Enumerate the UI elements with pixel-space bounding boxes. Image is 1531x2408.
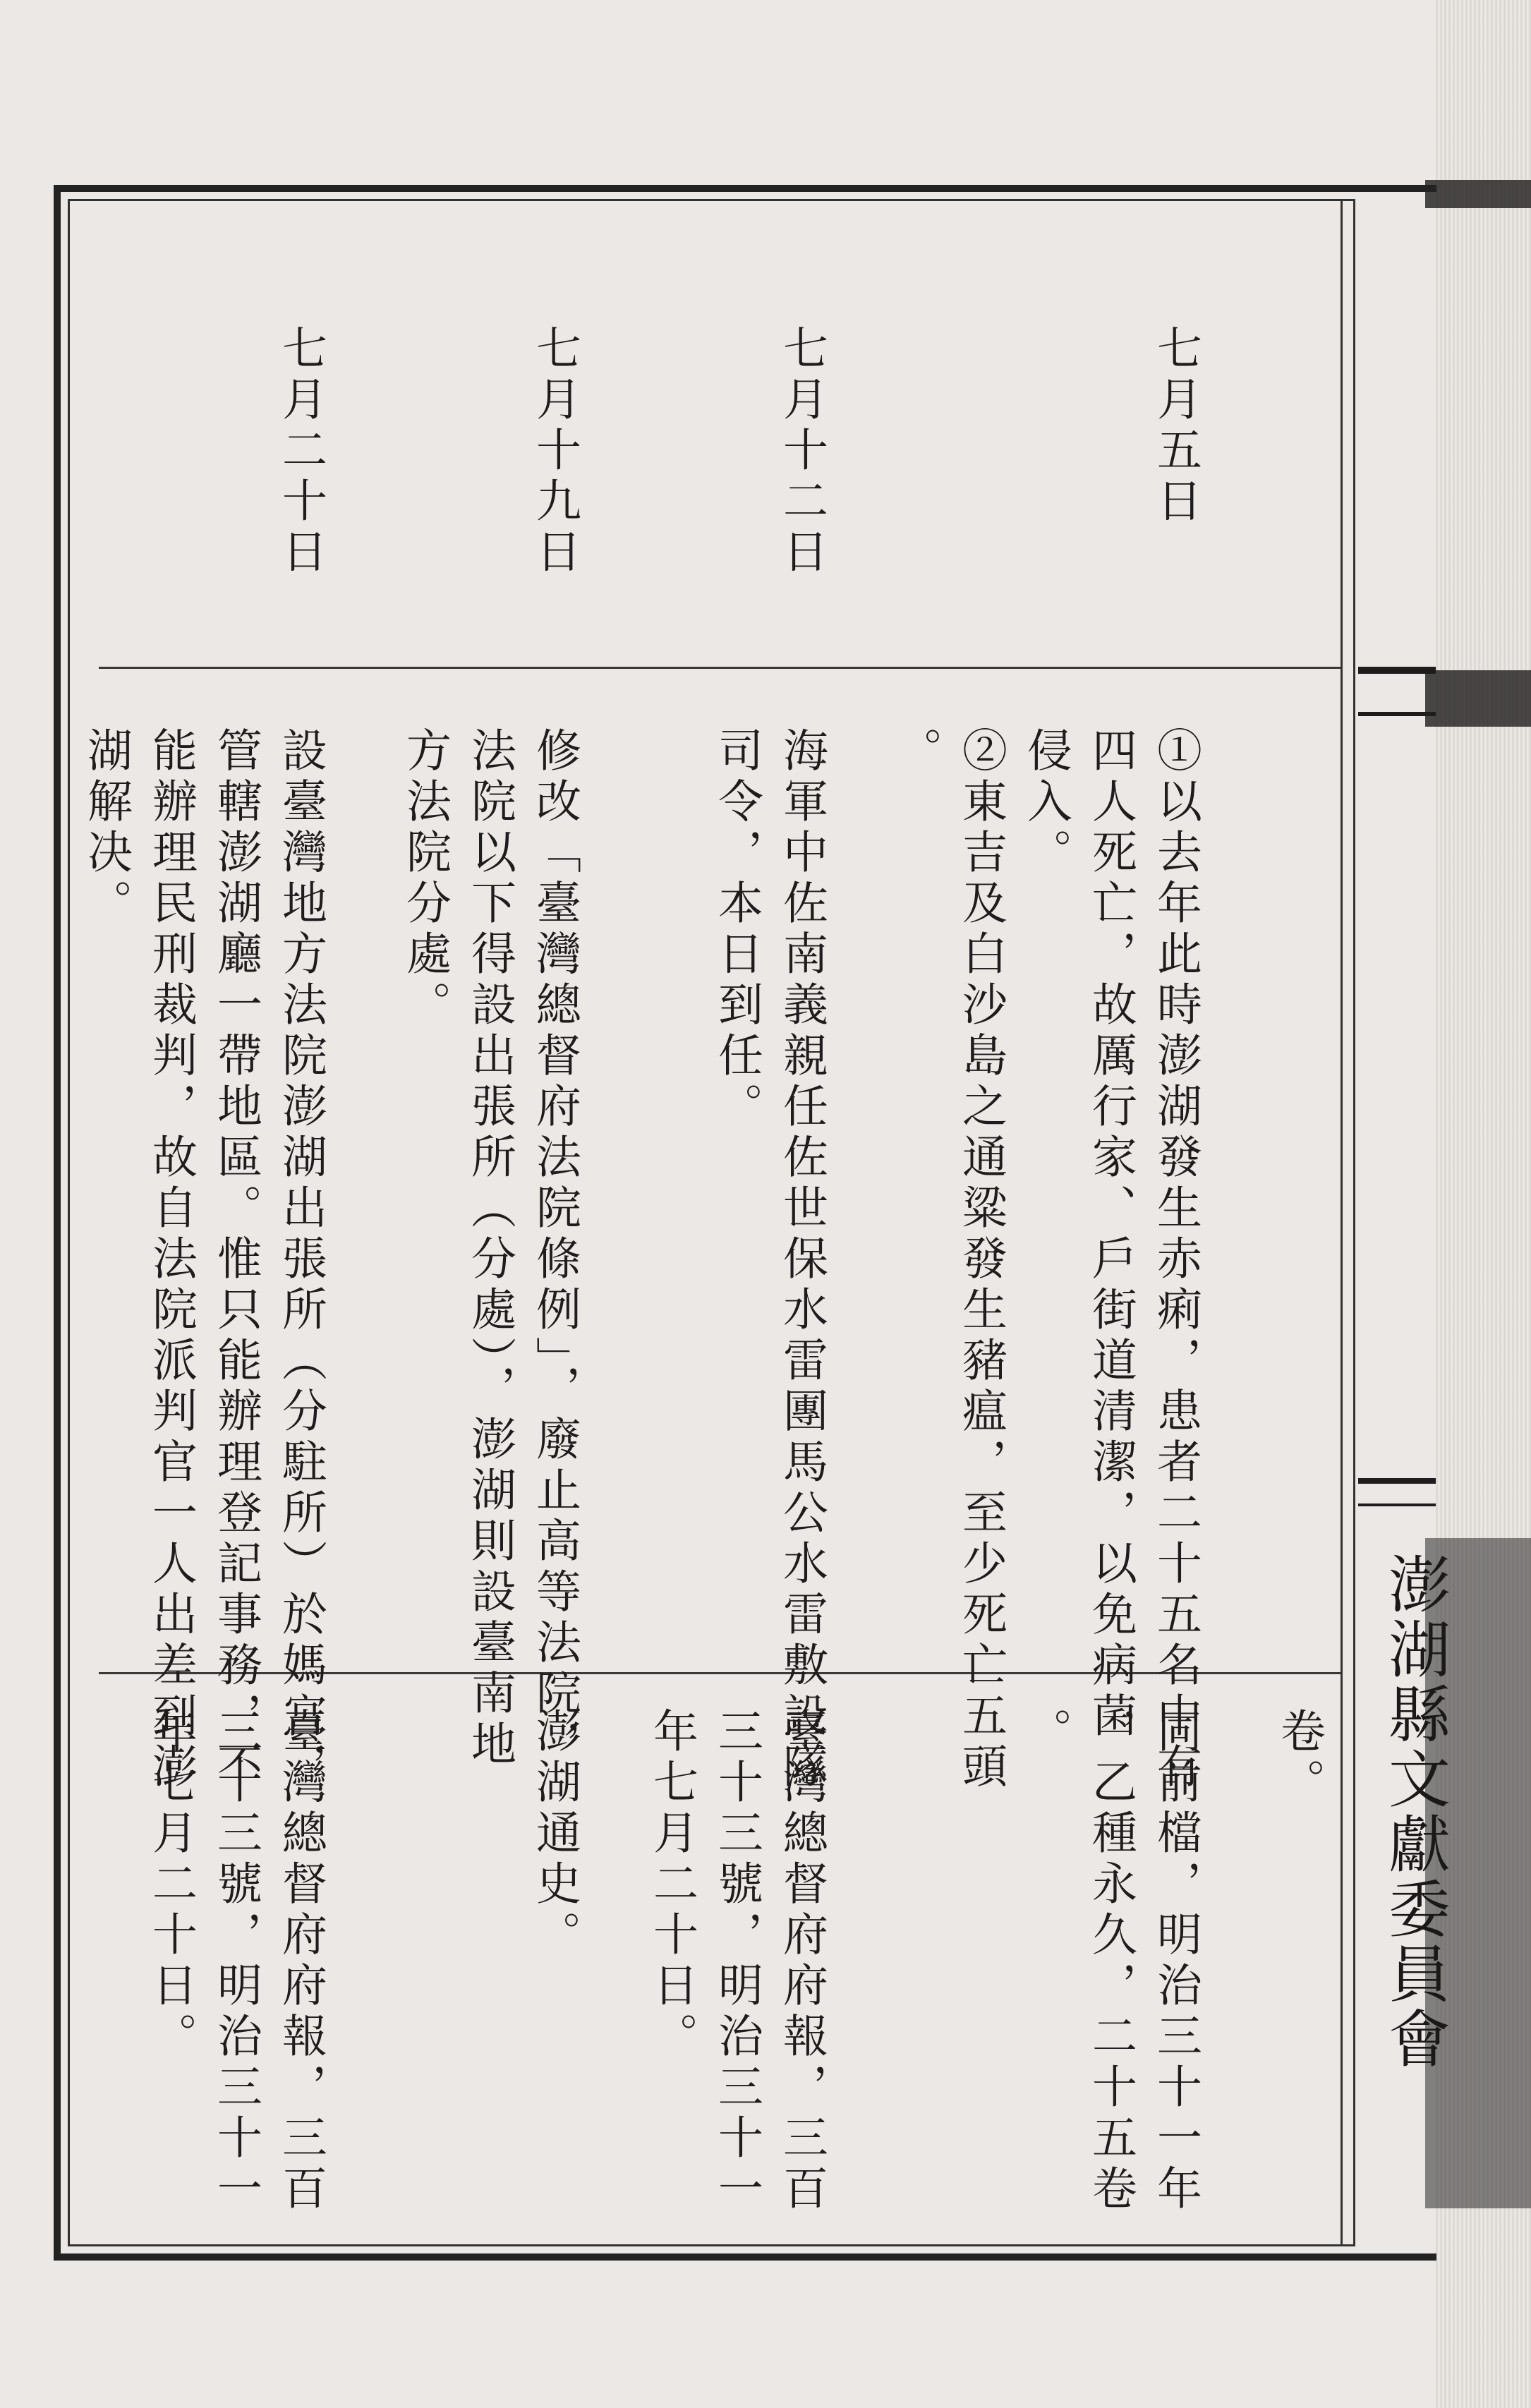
margin-tab-mark xyxy=(1358,1478,1436,1506)
entry-date: 七月二十日 xyxy=(274,325,327,579)
entry-line: ①以去年此時澎湖發生赤痢，患者二十五名中有 xyxy=(1149,727,1202,1793)
entry-line: 設臺灣地方法院澎湖出張所（分駐所）於媽宮， xyxy=(274,727,327,1793)
entry-line: 法院以下得設出張所（分處），澎湖則設臺南地 xyxy=(464,727,516,1771)
entry-source: 年七月二十日。 xyxy=(646,1707,698,2063)
entry-line: 司令，本日到任。 xyxy=(710,727,763,1133)
entry-date: 七月五日 xyxy=(1149,325,1202,528)
entry-source: 。 xyxy=(1019,1707,1072,1758)
entry-line: ②東吉及白沙島之通粱發生豬瘟，至少死亡五頭 xyxy=(955,727,1007,1793)
entry-source: 澎湖通史。 xyxy=(528,1707,581,1961)
entry-line: 方法院分處。 xyxy=(399,727,451,1031)
entry-source: 臺灣總督府府報，三百 xyxy=(274,1707,327,2215)
entry-line: 海軍中佐南義親任佐世保水雷團馬公水雷敷設隊 xyxy=(775,727,828,1793)
date-divider xyxy=(99,667,1341,669)
entry-date: 七月十二日 xyxy=(775,325,828,579)
margin-rule xyxy=(1341,199,1343,2246)
entry-source: 三十三號，明治三十一 xyxy=(710,1707,763,2215)
entry-line: 管轄澎湖廳一帶地區。惟只能辦理登記事務，不 xyxy=(210,727,262,1793)
entry-source: 卷。 xyxy=(1273,1707,1325,1809)
entry-source: 同前檔，明治三十一年 xyxy=(1149,1707,1202,2215)
entry-line: 湖解决。 xyxy=(80,727,132,930)
margin-title: 澎湖縣文獻委員會 xyxy=(1379,1552,1451,2071)
entry-date: 七月十九日 xyxy=(528,325,581,579)
entry-line: 四人死亡，故厲行家、戶街道清潔，以免病菌 xyxy=(1084,727,1137,1743)
entry-source: 三十三號，明治三十一 xyxy=(210,1707,262,2215)
entry-source: 臺灣總督府府報，三百 xyxy=(775,1707,828,2215)
edge-band xyxy=(1425,670,1531,727)
entry-source: ，乙種永久，二十五卷 xyxy=(1084,1707,1137,2215)
entry-source: 年七月二十日。 xyxy=(145,1707,197,2063)
entry-line: 侵入。 xyxy=(1019,727,1072,879)
margin-tab-mark xyxy=(1358,667,1436,716)
entry-line: 。 xyxy=(890,727,942,778)
edge-band xyxy=(1425,180,1531,208)
entry-line: 能辦理民刑裁判，故自法院派判官一人出差到澎 xyxy=(145,727,197,1793)
entry-line: 修改「臺灣總督府法院條例」，廢止高等法院， xyxy=(528,727,581,1771)
